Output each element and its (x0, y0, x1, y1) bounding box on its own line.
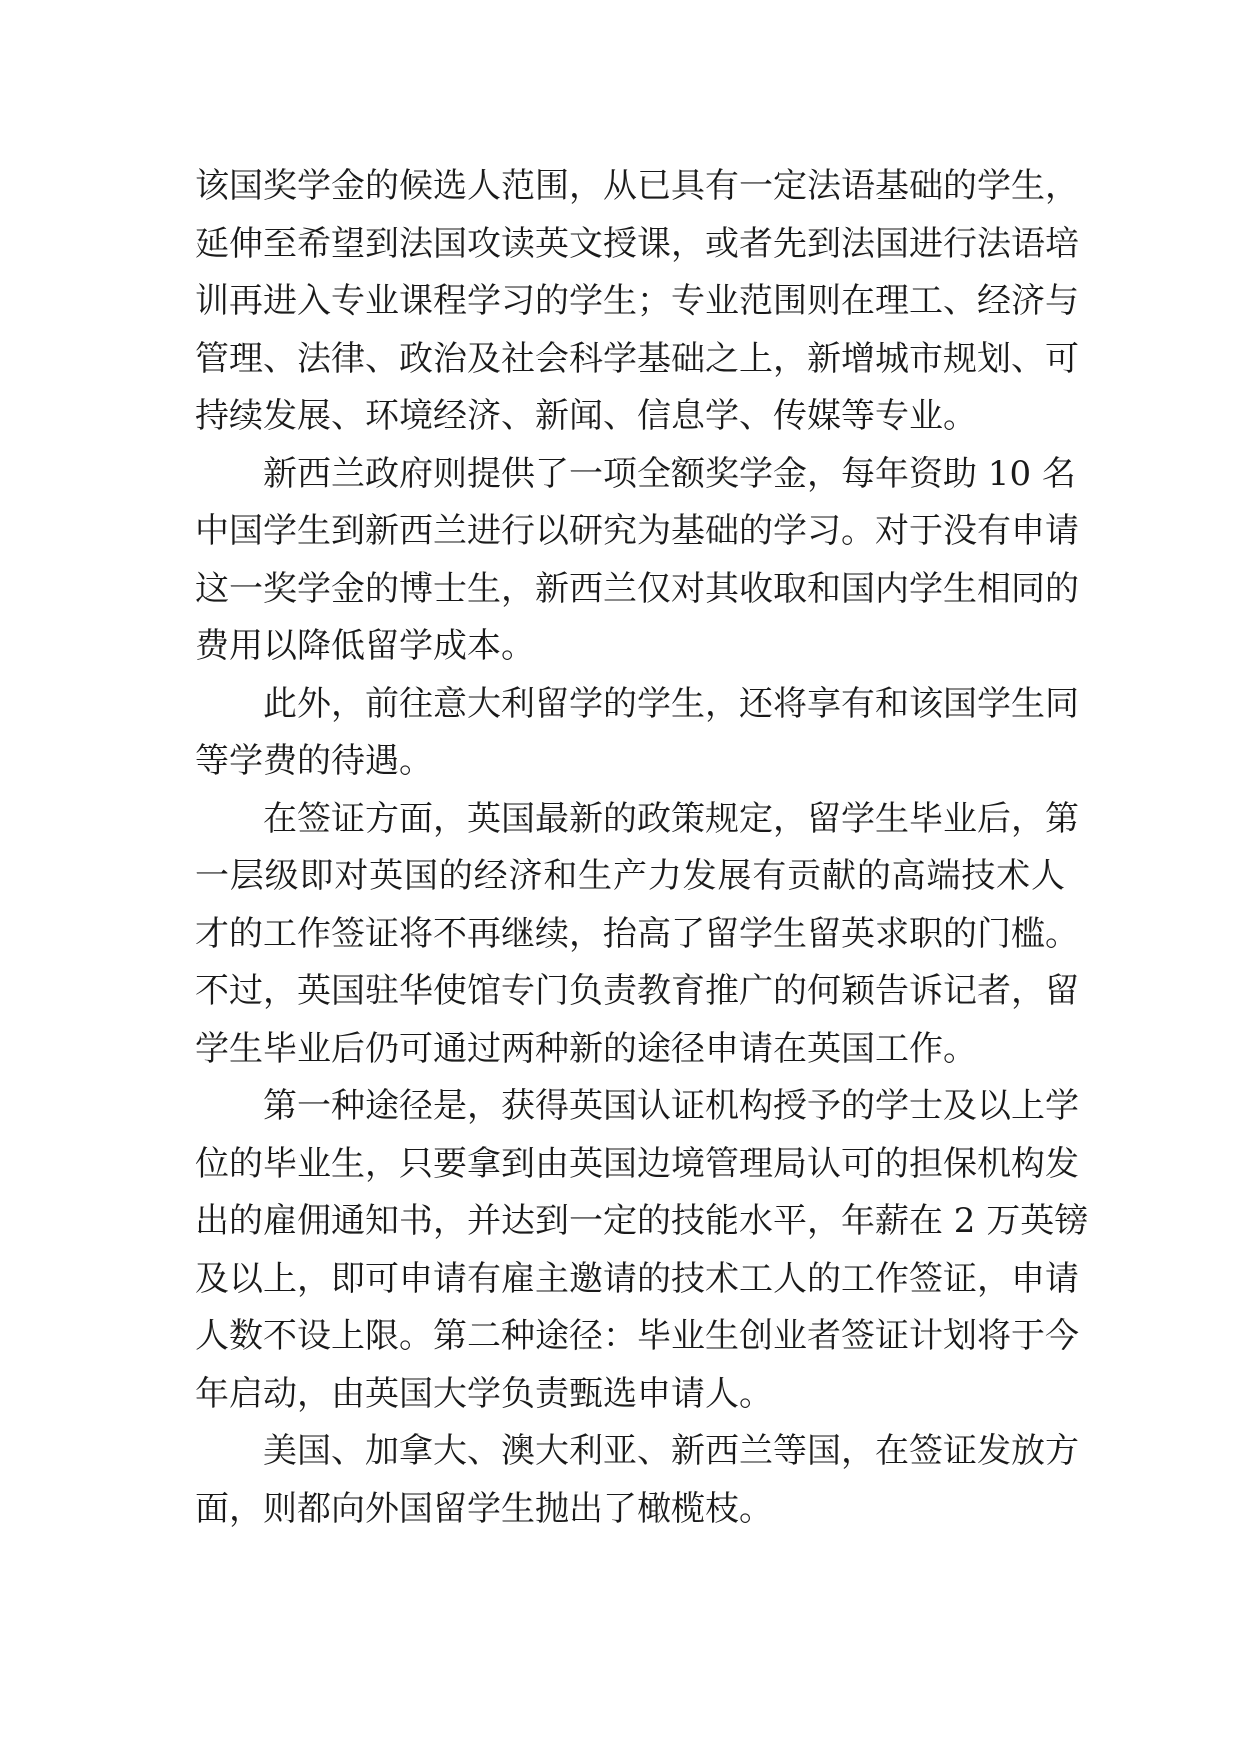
text-line: 新西兰政府则提供了一项全额奖学金，每年资助 10 名 (263, 453, 1076, 494)
text-line: 出的雇佣通知书，并达到一定的技能水平，年薪在 2 万英镑 (195, 1201, 1089, 1241)
text-line: 人数不设上限。第二种途径：毕业生创业者签证计划将于今 (195, 1316, 1079, 1356)
text-line: 等学费的待遇。 (195, 741, 433, 781)
text-line: 训再进入专业课程学习的学生；专业范围则在理工、经济与 (195, 281, 1079, 321)
text-line: 学生毕业后仍可通过两种新的途径申请在英国工作。 (195, 1028, 977, 1069)
text-line: 费用以降低留学成本。 (195, 626, 535, 666)
text-line: 延伸至希望到法国攻读英文授课，或者先到法国进行法语培 (195, 223, 1079, 264)
text-line: 这一奖学金的博士生，新西兰仅对其收取和国内学生相同的 (195, 568, 1079, 609)
text-line: 才的工作签证将不再继续，抬高了留学生留英求职的门槛。 (195, 913, 1079, 954)
text-line: 年启动，由英国大学负责甄选申请人。 (195, 1373, 773, 1414)
text-line: 及以上，即可申请有雇主邀请的技术工人的工作签证，申请 (195, 1258, 1079, 1299)
text-line: 美国、加拿大、澳大利亚、新西兰等国，在签证发放方 (263, 1431, 1079, 1471)
text-line: 在签证方面，英国最新的政策规定，留学生毕业后，第 (263, 798, 1079, 839)
text-line: 持续发展、环境经济、新闻、信息学、传媒等专业。 (195, 396, 977, 436)
text-line: 一层级即对英国的经济和生产力发展有贡献的高端技术人 (195, 856, 1065, 896)
text-line: 第一种途径是，获得英国认证机构授予的学士及以上学 (263, 1086, 1079, 1126)
text-line: 管理、法律、政治及社会科学基础之上，新增城市规划、可 (195, 338, 1079, 379)
text-line: 该国奖学金的候选人范围，从已具有一定法语基础的学生， (195, 166, 1079, 206)
document-body (195, 158, 1089, 1538)
text-line: 此外，前往意大利留学的学生，还将享有和该国学生同 (263, 683, 1079, 724)
text-line: 不过，英国驻华使馆专门负责教育推广的何颖告诉记者，留 (195, 971, 1079, 1011)
text-line: 位的毕业生，只要拿到由英国边境管理局认可的担保机构发 (195, 1143, 1079, 1184)
text-line: 中国学生到新西兰进行以研究为基础的学习。对于没有申请 (195, 511, 1079, 551)
text-line: 面，则都向外国留学生抛出了橄榄枝。 (195, 1488, 773, 1529)
